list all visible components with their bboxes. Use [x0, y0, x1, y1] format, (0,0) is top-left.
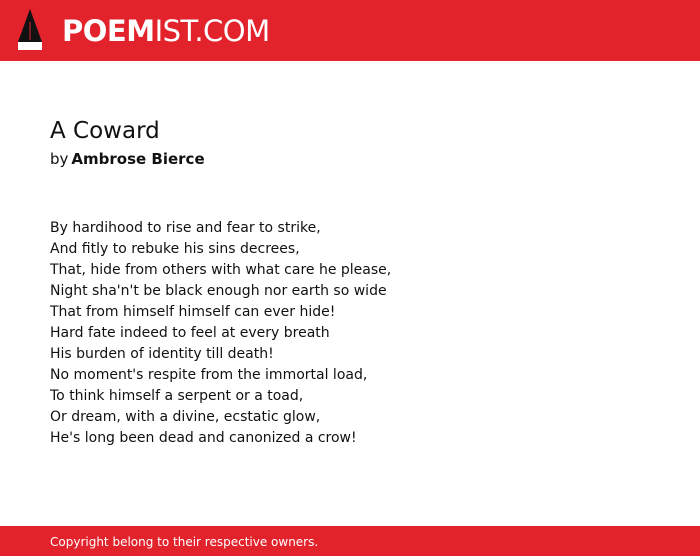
poem-line: Or dream, with a divine, ecstatic glow, [50, 409, 321, 425]
logo-text-bold: POEM [62, 14, 155, 48]
site-logo-link[interactable] [16, 8, 270, 54]
author-name: Ambrose Bierce [71, 150, 205, 168]
poem-text [50, 218, 391, 449]
site-logo-text [62, 8, 270, 54]
copyright-text: Copyright belong to their respective owners. [50, 535, 319, 549]
site-header [0, 0, 700, 61]
poem-line: By hardihood to rise and fear to strike, [50, 220, 321, 236]
poem-line: No moment's respite from the immortal load, [50, 367, 368, 383]
byline-prefix: by [50, 150, 69, 168]
pencil-logo-icon [16, 8, 44, 54]
poem-line: That from himself himself can ever hide! [50, 304, 336, 320]
poem-line: To think himself a serpent or a toad, [50, 388, 304, 404]
logo-text-light: IST.COM [154, 14, 270, 48]
poem-line: Night sha'n't be black enough nor earth so wide [50, 283, 387, 299]
poem-line: He's long been dead and canonized a crow! [50, 430, 357, 446]
poem-line: That, hide from others with what care he please, [50, 262, 392, 278]
site-footer [0, 526, 700, 556]
poem-line: Hard fate indeed to feel at every breath [50, 325, 330, 341]
poem-line: His burden of identity till death! [50, 346, 274, 362]
poem-title: A Coward [50, 118, 160, 144]
poem-line: And fitly to rebuke his sins decrees, [50, 241, 300, 257]
poem-byline [50, 148, 205, 170]
